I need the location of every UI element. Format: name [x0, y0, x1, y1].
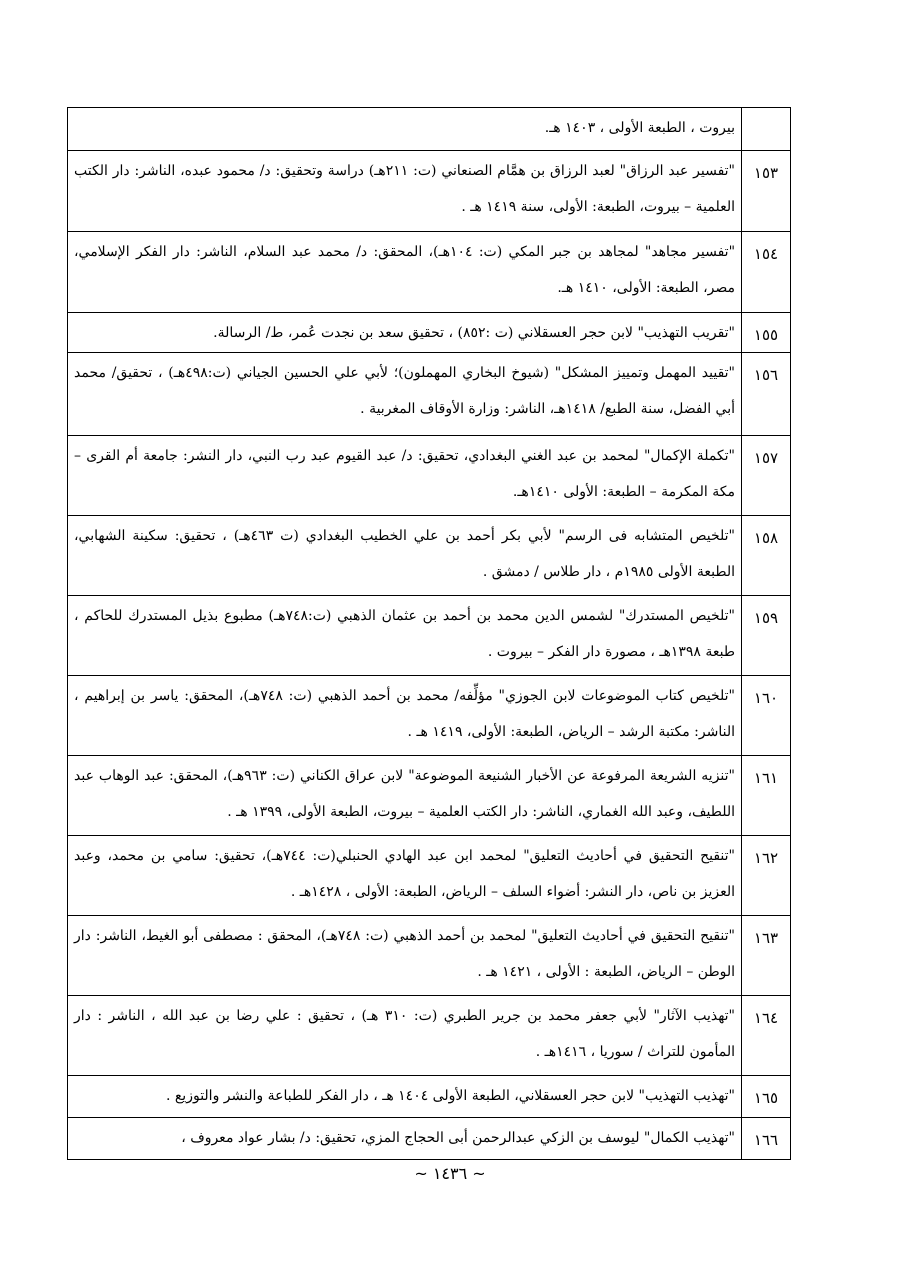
table-row [68, 916, 791, 996]
table-row [68, 108, 791, 151]
table-row [68, 151, 791, 232]
table-row [68, 756, 791, 836]
reference-number: ١٦٥ [742, 1076, 791, 1118]
reference-text: "تقييد المهمل وتمييز المشكل" (شيوخ البخاري المهملون)؛ لأبي علي الحسين الجياني (ت:٤٩٨هـ) ، تحقيق/ محمد أبي الفضل، سنة الطبع/ ١٤١٨هـ، الناشر: وزارة الأوقاف المغربية . [68, 353, 742, 436]
table-row [68, 1076, 791, 1118]
table-row [68, 1118, 791, 1160]
reference-text: "تنقيح التحقيق في أحاديث التعليق" لمحمد بن أحمد الذهبي (ت: ٧٤٨هـ)، المحقق : مصطفى أبو الغيط، الناشر: دار الوطن – الرياض، الطبعة : الأولى ، ١٤٢١ هـ . [68, 916, 742, 996]
reference-text: "تهذيب الكمال" ليوسف بن الزكي عبدالرحمن أبى الحجاج المزي، تحقيق: د/ بشار عواد معروف ، [68, 1118, 742, 1160]
table-row [68, 353, 791, 436]
reference-number: ١٥٦ [742, 353, 791, 436]
references-table [67, 107, 791, 1160]
reference-number: ١٥٤ [742, 232, 791, 313]
reference-number: ١٥٩ [742, 596, 791, 676]
table-row [68, 836, 791, 916]
reference-text: بيروت ، الطبعة الأولى ، ١٤٠٣ هـ. [68, 108, 742, 151]
reference-number: ١٥٨ [742, 516, 791, 596]
reference-number [742, 108, 791, 151]
reference-text: "تقريب التهذيب" لابن حجر العسقلاني (ت :٨٥٢) ، تحقيق سعد بن نجدت عُمر، ط/ الرسالة. [68, 313, 742, 353]
reference-number: ١٦٤ [742, 996, 791, 1076]
reference-text: "تنزيه الشريعة المرفوعة عن الأخبار الشنيعة الموضوعة" لابن عراق الكناني (ت: ٩٦٣هـ)، المحقق: عبد الوهاب عبد اللطيف، وعبد الله الغماري، الناشر: دار الكتب العلمية – بيروت، الطبعة الأولى، ١٣٩٩ هـ . [68, 756, 742, 836]
reference-text: "تهذيب الآثار" لأبي جعفر محمد بن جرير الطبري (ت: ٣١٠ هـ) ، تحقيق : علي رضا بن عبد الله ، الناشر : دار المأمون للتراث / سوريا ، ١٤١٦هـ . [68, 996, 742, 1076]
table-row [68, 996, 791, 1076]
table-row [68, 313, 791, 353]
reference-number: ١٦٣ [742, 916, 791, 996]
reference-text: "تهذيب التهذيب" لابن حجر العسقلاني، الطبعة الأولى ١٤٠٤ هـ ، دار الفكر للطباعة والنشر والتوزيع . [68, 1076, 742, 1118]
reference-text: "تلخيص كتاب الموضوعات لابن الجوزي" مؤلِّفه/ محمد بن أحمد الذهبي (ت: ٧٤٨هـ)، المحقق: ياسر بن إبراهيم ، الناشر: مكتبة الرشد – الرياض، الطبعة: الأولى، ١٤١٩ هـ . [68, 676, 742, 756]
reference-number: ١٦١ [742, 756, 791, 836]
reference-text: "تفسير عبد الرزاق" لعبد الرزاق بن همَّام الصنعاني (ت: ٢١١هـ) دراسة وتحقيق: د/ محمود عبده، الناشر: دار الكتب العلمية – بيروت، الطبعة: الأولى، سنة ١٤١٩ هـ . [68, 151, 742, 232]
reference-text: "تكملة الإكمال" لمحمد بن عبد الغني البغدادي، تحقيق: د/ عبد القيوم عبد رب النبي، دار النشر: جامعة أم القرى – مكة المكرمة – الطبعة: الأولى ١٤١٠هـ. [68, 436, 742, 516]
table-row [68, 516, 791, 596]
reference-text: "تنقيح التحقيق في أحاديث التعليق" لمحمد ابن عبد الهادي الحنبلي(ت: ٧٤٤هـ)، تحقيق: سامي بن محمد، وعبد العزيز بن ناص، دار النشر: أضواء السلف – الرياض، الطبعة: الأولى ، ١٤٢٨هـ . [68, 836, 742, 916]
reference-number: ١٥٣ [742, 151, 791, 232]
reference-number: ١٦٦ [742, 1118, 791, 1160]
reference-number: ١٥٥ [742, 313, 791, 353]
table-row [68, 436, 791, 516]
reference-text: "تلخيص المستدرك" لشمس الدين محمد بن أحمد بن عثمان الذهبي (ت:٧٤٨هـ) مطبوع بذيل المستدرك للحاكم ، طبعة ١٣٩٨هـ ، مصورة دار الفكر – بيروت . [68, 596, 742, 676]
reference-number: ١٦٠ [742, 676, 791, 756]
table-row [68, 676, 791, 756]
reference-number: ١٦٢ [742, 836, 791, 916]
reference-number: ١٥٧ [742, 436, 791, 516]
reference-text: "تلخيص المتشابه فى الرسم" لأبي بكر أحمد بن علي الخطيب البغدادي (ت ٤٦٣هـ) ، تحقيق: سكينة الشهابي، الطبعة الأولى ١٩٨٥م ، دار طلاس / دمشق . [68, 516, 742, 596]
reference-text: "تفسير مجاهد" لمجاهد بن جبر المكي (ت: ١٠٤هـ)، المحقق: د/ محمد عبد السلام، الناشر: دار الفكر الإسلامي، مصر، الطبعة: الأولى، ١٤١٠ هـ. [68, 232, 742, 313]
page-number: ~ ١٤٣٦ ~ [414, 1164, 486, 1183]
table-row [68, 232, 791, 313]
table-row [68, 596, 791, 676]
